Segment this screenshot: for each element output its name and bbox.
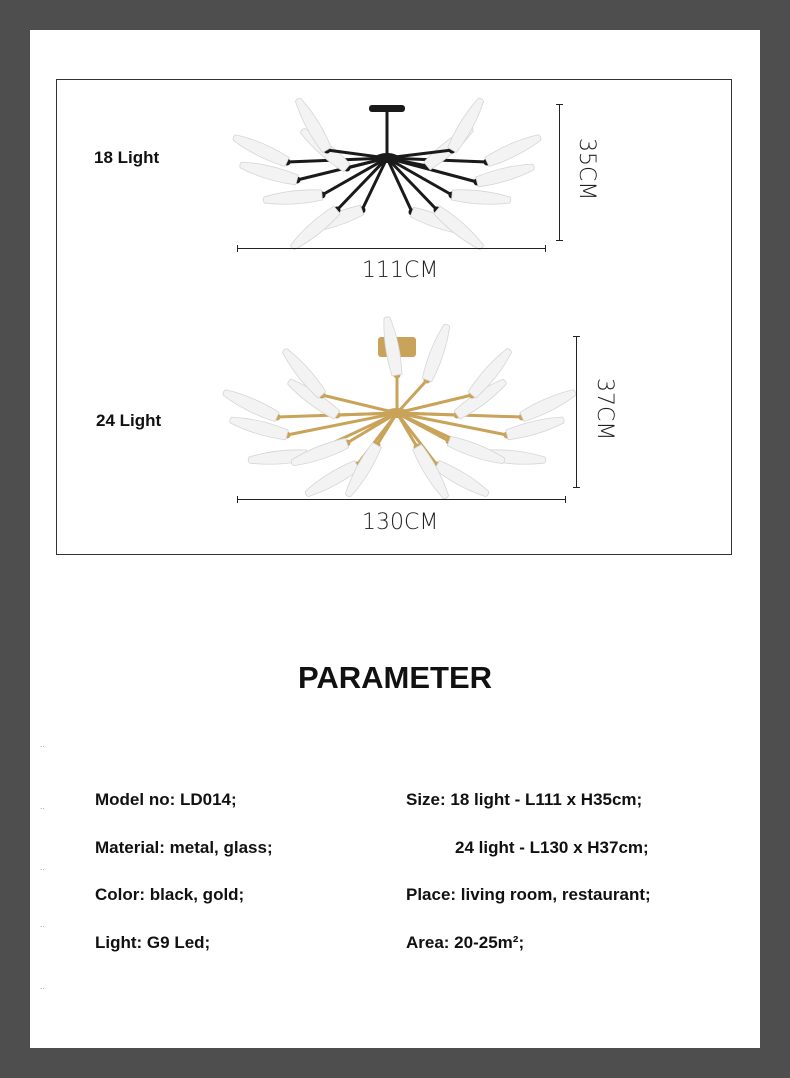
height-tick-top-18	[556, 104, 563, 105]
spec-size-24: 24 light - L130 x H37cm;	[455, 838, 649, 857]
marker-dot: ..	[40, 740, 45, 749]
width-line-18	[237, 248, 546, 249]
height-value-18: 35CM	[574, 138, 599, 201]
height-line-18	[559, 104, 560, 241]
marker-dot: ..	[40, 802, 45, 811]
width-tick-left-18	[237, 245, 238, 252]
height-value-24: 37CM	[592, 378, 617, 441]
width-value-24: 130CM	[362, 510, 439, 535]
dimension-frame	[56, 79, 732, 555]
chandelier-24-light-image	[227, 335, 572, 495]
spec-size-18: Size: 18 light - L111 x H35cm;	[406, 790, 643, 809]
height-line-24	[576, 336, 577, 488]
spec-area: Area: 20-25m²;	[406, 933, 525, 952]
spec-place: Place: living room, restaurant;	[406, 885, 651, 904]
width-tick-right-24	[565, 496, 566, 503]
width-line-24	[237, 499, 566, 500]
width-tick-right-18	[545, 245, 546, 252]
width-tick-left-24	[237, 496, 238, 503]
parameter-title: PARAMETER	[297, 660, 493, 695]
marker-dot: ..	[40, 863, 45, 872]
marker-dot: ..	[40, 982, 45, 991]
height-tick-bottom-18	[556, 240, 563, 241]
variant-24-label: 24 Light	[96, 411, 162, 430]
width-value-18: 111CM	[362, 258, 439, 283]
marker-dot: ..	[40, 920, 45, 929]
spec-color: Color: black, gold;	[95, 885, 245, 904]
spec-light: Light: G9 Led;	[95, 933, 211, 952]
height-tick-top-24	[573, 336, 580, 337]
height-tick-bottom-24	[573, 487, 580, 488]
spec-material: Material: metal, glass;	[95, 838, 273, 857]
spec-model: Model no: LD014;	[95, 790, 237, 809]
variant-18-label: 18 Light	[94, 148, 160, 167]
chandelier-18-light-image	[227, 100, 557, 250]
product-sheet	[30, 30, 760, 1048]
